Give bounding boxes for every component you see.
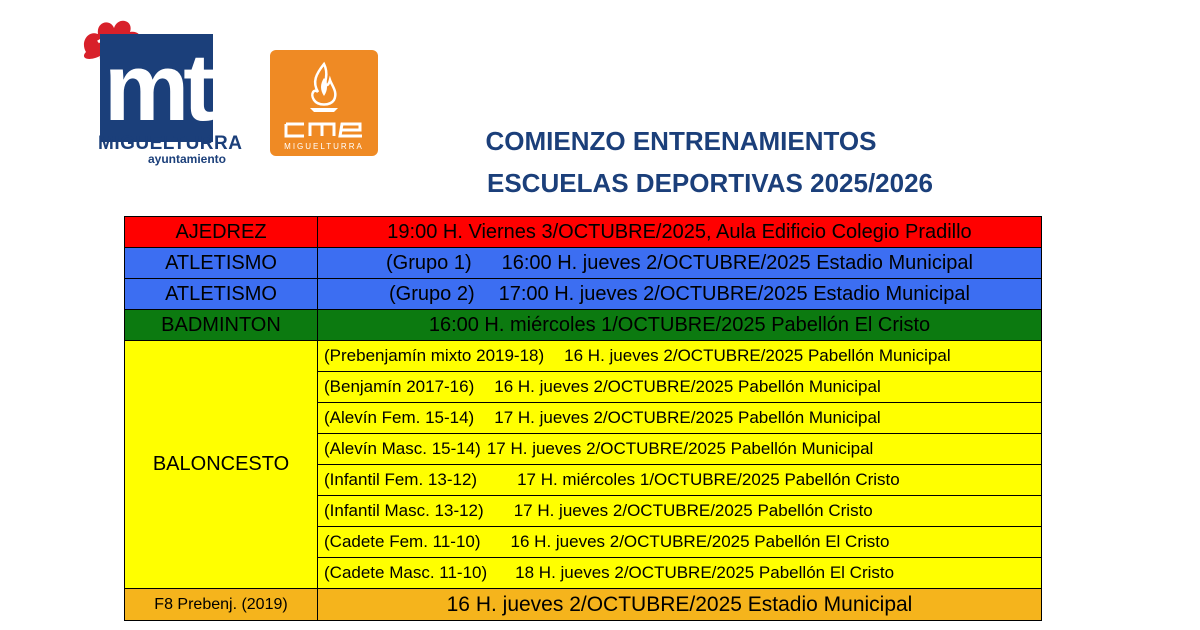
sport-cell: ATLETISMO <box>125 279 318 310</box>
title-line-2: ESCUELAS DEPORTIVAS 2025/2026 <box>486 168 934 198</box>
schedule-text: 16 H. jueves 2/OCTUBRE/2025 Pabellón Municipal <box>494 377 881 396</box>
category-label: (Infantil Masc. 13-12) <box>324 501 484 520</box>
schedule-text: 17:00 H. jueves 2/OCTUBRE/2025 Estadio Municipal <box>498 282 970 305</box>
schedule-text: 16 H. jueves 2/OCTUBRE/2025 Pabellón Municipal <box>564 346 951 365</box>
ayuntamiento-logo <box>78 12 243 167</box>
flame-icon <box>270 50 378 156</box>
schedule-cell <box>318 279 1042 310</box>
schedule-text: 16:00 H. jueves 2/OCTUBRE/2025 Estadio Municipal <box>501 251 973 274</box>
schedule-cell <box>318 248 1042 279</box>
sport-cell: BADMINTON <box>125 310 318 341</box>
title-line-1: COMIENZO ENTRENAMIENTOS <box>485 126 877 156</box>
table-row-atletismo-1 <box>125 248 1042 279</box>
schedule-cell: 16 H. jueves 2/OCTUBRE/2025 Estadio Municipal <box>318 589 1042 621</box>
schedule-cell <box>318 527 1042 558</box>
schedule-cell <box>318 434 1042 465</box>
group-label: (Grupo 2) <box>389 282 475 305</box>
group-label: (Grupo 1) <box>386 251 472 274</box>
category-label: (Cadete Fem. 11-10) <box>324 532 481 551</box>
table-row-baloncesto <box>125 341 1042 372</box>
mt-block <box>100 34 213 142</box>
schedule-table <box>124 216 1042 621</box>
table-row-f8 <box>125 589 1042 621</box>
schedule-cell: 16:00 H. miércoles 1/OCTUBRE/2025 Pabellón El Cristo <box>318 310 1042 341</box>
schedule-cell <box>318 372 1042 403</box>
schedule-cell <box>318 558 1042 589</box>
table-row-badminton <box>125 310 1042 341</box>
category-label: (Alevín Fem. 15-14) <box>324 408 475 427</box>
cmd-logo <box>270 50 378 156</box>
schedule-text: 18 H. jueves 2/OCTUBRE/2025 Pabellón El Cristo <box>515 563 895 582</box>
category-label: (Prebenjamín mixto 2019-18) <box>324 346 545 365</box>
schedule-text: 17 H. jueves 2/OCTUBRE/2025 Pabellón Cristo <box>513 501 873 520</box>
schedule-text: 16 H. jueves 2/OCTUBRE/2025 Pabellón El Cristo <box>510 532 890 551</box>
schedule-cell <box>318 403 1042 434</box>
cmd-logo-name: MIGUELTURRA <box>284 142 364 151</box>
sport-cell: BALONCESTO <box>125 341 318 589</box>
category-label: (Infantil Fem. 13-12) <box>324 470 478 489</box>
mt-monogram: mt <box>103 34 210 141</box>
schedule-cell <box>318 341 1042 372</box>
sport-cell: ATLETISMO <box>125 248 318 279</box>
page-title <box>440 120 980 204</box>
schedule-text: 17 H. jueves 2/OCTUBRE/2025 Pabellón Municipal <box>494 408 881 427</box>
schedule-cell <box>318 465 1042 496</box>
category-label: (Alevín Masc. 15-14) <box>324 439 481 458</box>
ayuntamiento-name: MIGUELTURRA <box>98 133 243 154</box>
table-row-atletismo-2 <box>125 279 1042 310</box>
table-row-ajedrez <box>125 217 1042 248</box>
sport-cell: F8 Prebenj. (2019) <box>125 589 318 621</box>
category-label: (Cadete Masc. 11-10) <box>324 563 488 582</box>
sport-cell: AJEDREZ <box>125 217 318 248</box>
schedule-cell <box>318 496 1042 527</box>
schedule-cell: 19:00 H. Viernes 3/OCTUBRE/2025, Aula Edificio Colegio Pradillo <box>318 217 1042 248</box>
schedule-text: 17 H. miércoles 1/OCTUBRE/2025 Pabellón Cristo <box>517 470 900 489</box>
ayuntamiento-subtitle: ayuntamiento <box>148 152 227 166</box>
category-label: (Benjamín 2017-16) <box>324 377 475 396</box>
schedule-text: 17 H. jueves 2/OCTUBRE/2025 Pabellón Municipal <box>486 439 874 458</box>
